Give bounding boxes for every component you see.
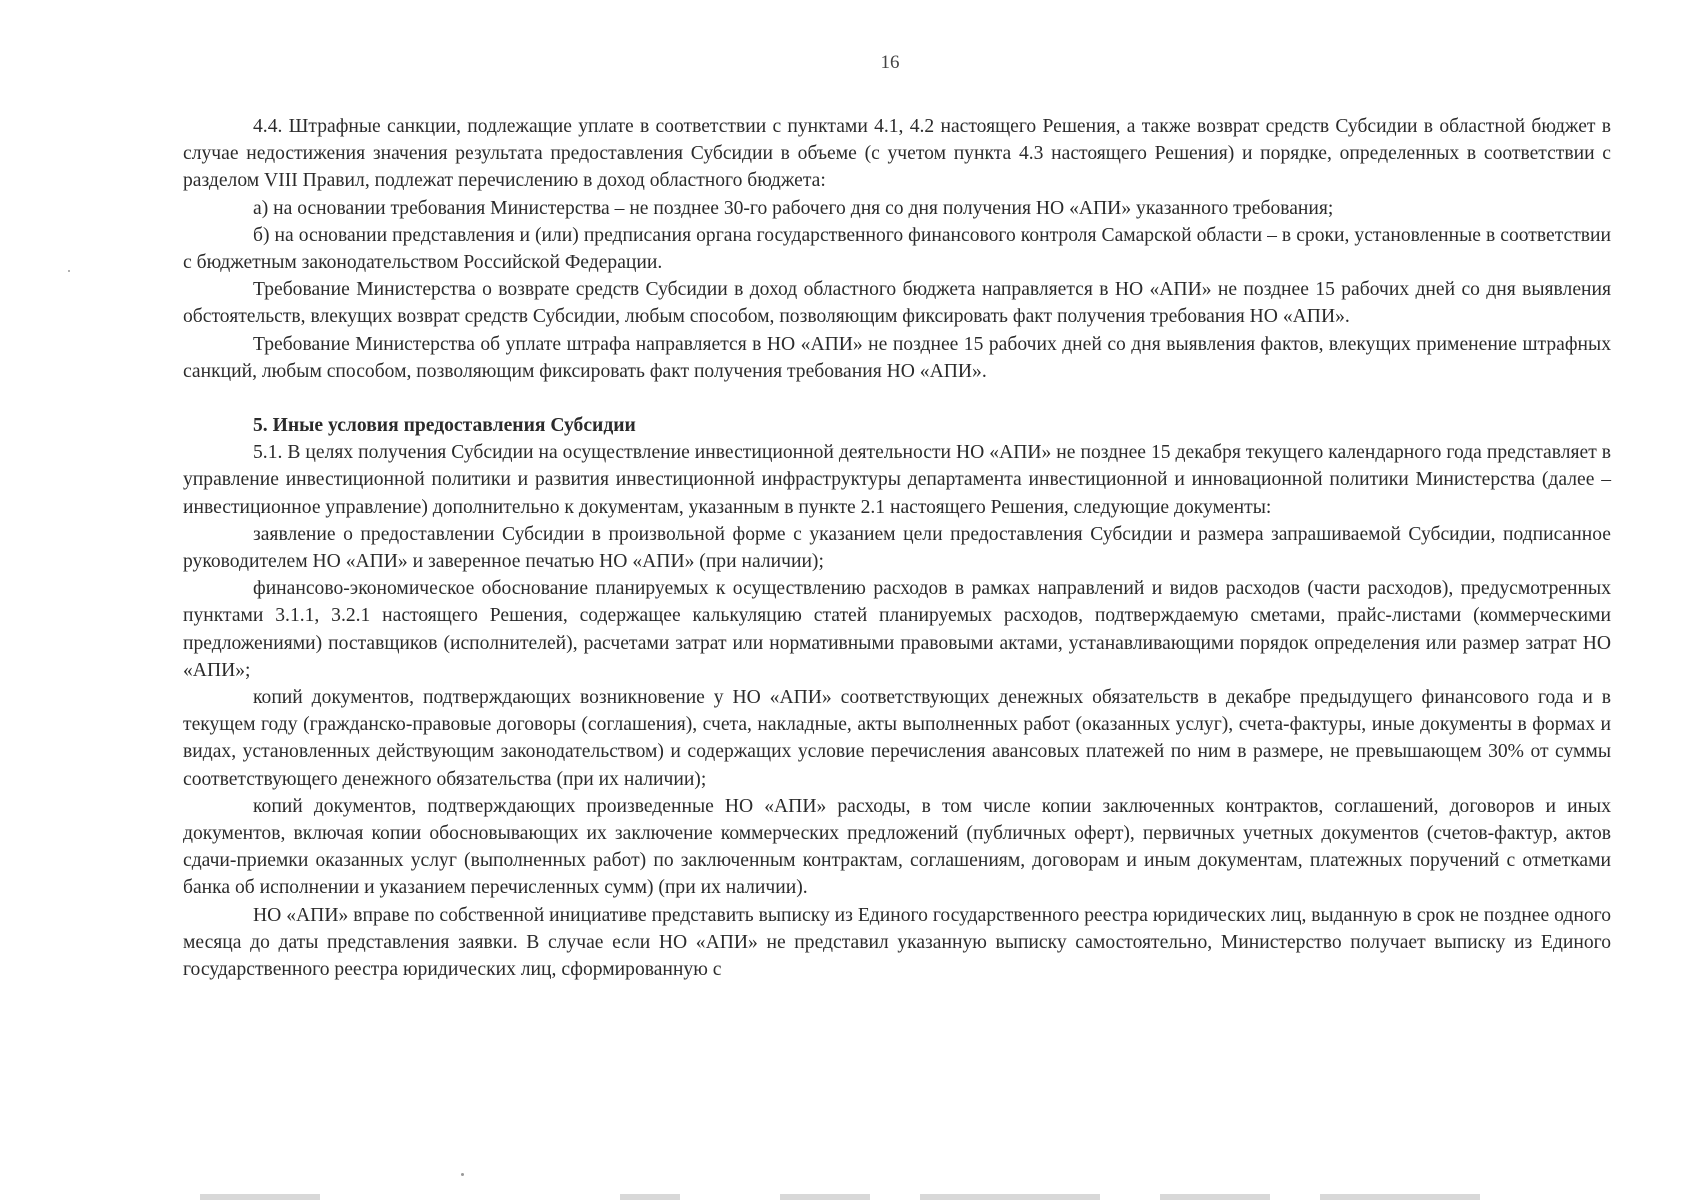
paragraph-expense-copies: копий документов, подтверждающих произведенные НО «АПИ» расходы, в том числе копии заключенных контрактов, соглашений, договоров и иных документов, включая копии обосновывающих их заключение коммерческих предложений (публичных оферт), первичных учетных документов (счетов-фактур, актов сдачи-приемки оказанных услуг (выполненных работ) по заключенным контрактам, соглашениям, договорам и иным документам, платежных поручений с отметками банка об исполнении и указанием перечисленных сумм) (при их наличии). — [183, 795, 1611, 899]
paragraph-4-4-a: а) на основании требования Министерства – не позднее 30-го рабочего дня со дня получения НО «АПИ» указанного требования; — [253, 197, 1334, 219]
paragraph-4-4-b: б) на основании представления и (или) предписания органа государственного финансового контроля Самарской области – в сроки, установленные в соответствии с бюджетным законодательством Российской Федерации. — [183, 224, 1611, 274]
section-heading: 5. Иные условия предоставления Субсидии — [253, 415, 636, 437]
page-number: 16 — [880, 52, 900, 73]
paragraph-obligation-copies: копий документов, подтверждающих возникновение у НО «АПИ» соответствующих денежных обязательств в декабре предыдущего финансового года и в текущем году (гражданско-правовые договоры (соглашения), счета, накладные, акты выполненных работ (оказанных услуг), счета-фактуры, иные документы в формах и видах, установленных действующим законодательством) и содержащих условие перечисления авансовых платежей по ним в размере, не превышающем 30% от суммы соответствующего денежного обязательства (при их наличии); — [183, 687, 1611, 790]
paragraph-refund-requirement: Требование Министерства о возврате средств Субсидии в доход областного бюджета направляется в НО «АПИ» не позднее 15 рабочих дней со дня выявления обстоятельств, влекущих возврат средств Субсидии, любым способом, позволяющим фиксировать факт получения требования НО «АПИ». — [183, 279, 1611, 328]
scan-bottom-edge — [200, 1188, 1600, 1200]
scan-speck — [68, 270, 70, 272]
scan-speck — [461, 1173, 464, 1176]
paragraph-registry-extract: НО «АПИ» вправе по собственной инициативе представить выписку из Единого государственного реестра юридических лиц, выданную в срок не позднее одного месяца до даты представления заявки. В случае если НО «АПИ» не представил указанную выписку самостоятельно, Министерство получает выписку из Единого государственного реестра юридических лиц, сформированную с — [183, 904, 1611, 981]
paragraph-application: заявление о предоставлении Субсидии в произвольной форме с указанием цели предоставления Субсидии и размера запрашиваемой Субсидии, подписанное руководителем НО «АПИ» и заверенное печатью НО «АПИ» (при наличии); — [183, 523, 1611, 573]
paragraph-fine-requirement: Требование Министерства об уплате штрафа направляется в НО «АПИ» не позднее 15 рабочих дней со дня выявления фактов, влекущих применение штрафных санкций, любым способом, позволяющим фиксировать факт получения требования НО «АПИ». — [183, 333, 1611, 382]
document-body — [183, 113, 1611, 983]
paragraph-4-4: 4.4. Штрафные санкции, подлежащие уплате в соответствии с пунктами 4.1, 4.2 настоящего Решения, а также возврат средств Субсидии в областной бюджет в случае недостижения значения результата предоставления Субсидии в объеме (с учетом пункта 4.3 настоящего Решения) и порядке, определенных в соответствии с разделом VIII Правил, подлежат перечислению в доход областного бюджета: — [183, 116, 1611, 192]
paragraph-5-1: 5.1. В целях получения Субсидии на осуществление инвестиционной деятельности НО «АПИ» не позднее 15 декабря текущего календарного года представляет в управление инвестиционной политики и развития инвестиционной инфраструктуры департамента инвестиционной и инновационной политики Министерства (далее – инвестиционное управление) дополнительно к документам, указанным в пункте 2.1 настоящего Решения, следующие документы: — [183, 442, 1611, 518]
paragraph-financial-justification: финансово-экономическое обоснование планируемых к осуществлению расходов в рамках направлений и видов расходов (части расходов), предусмотренных пунктами 3.1.1, 3.2.1 настоящего Решения, содержащее калькуляцию статей планируемых расходов, подтверждаемую сметами, прайс-листами (коммерческими предложениями) поставщиков (исполнителей), расчетами затрат или нормативными правовыми актами, устанавливающими порядок определения или размер затрат НО «АПИ»; — [183, 578, 1611, 681]
